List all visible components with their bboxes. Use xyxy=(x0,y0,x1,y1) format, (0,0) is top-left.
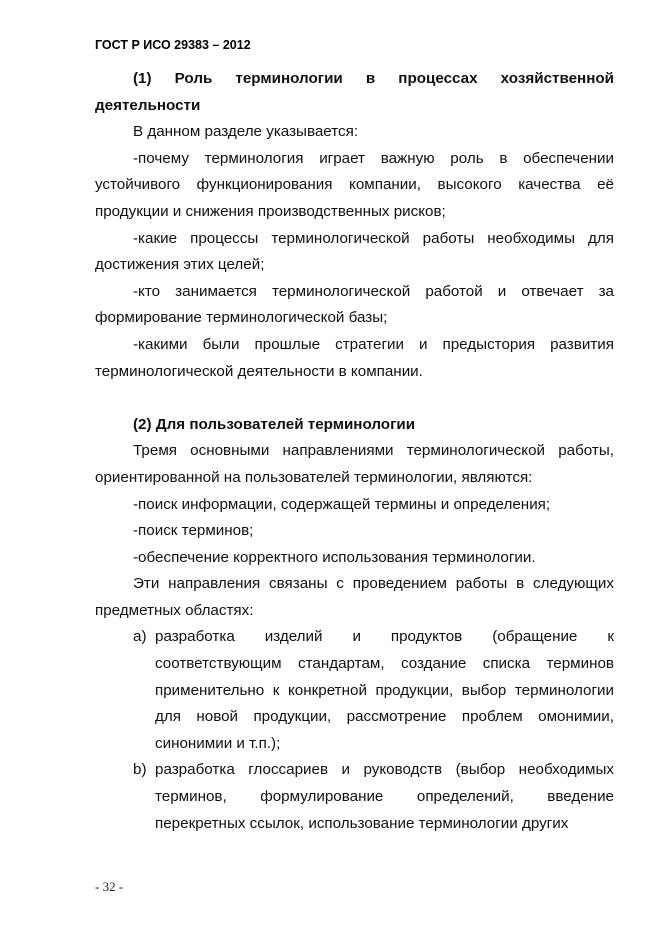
document-body xyxy=(95,66,614,837)
list-item-text: разработка изделий и продуктов (обращение к соответствующим стандартам, создание списка терминов применительно к конкретной продукции, выбор терминологии для новой продукции, рассмотрение проблем омонимии, синонимии и т.п.); xyxy=(155,628,614,752)
area-list-item xyxy=(133,624,614,757)
list-marker: a) xyxy=(133,628,147,646)
section-1-item: -почему терминология играет важную роль в обеспечении устойчивого функционирования компании, высокого качества её продукции и снижения производственных рисков; xyxy=(95,149,614,220)
section-2-item: -поиск терминов; xyxy=(133,522,254,540)
section-2-item: -поиск информации, содержащей термины и определения; xyxy=(133,495,551,513)
page-number: - 32 - xyxy=(95,879,124,894)
section-1-heading: (1) Роль терминологии в процессах хозяйственной деятельности xyxy=(95,70,614,114)
list-item-text: разработка глоссариев и руководств (выбор необходимых терминов, формулирование определений, введение перекретных ссылок, использование терминологии других xyxy=(155,761,614,832)
standard-header: ГОСТ Р ИСО 29383 – 2012 xyxy=(95,38,251,52)
section-2-heading: (2) Для пользователей терминологии xyxy=(133,415,416,433)
section-1-item: -кто занимается терминологической работой и отвечает за формирование терминологической базы; xyxy=(95,282,614,327)
section-2-item: -обеспечение корректного использования терминологии. xyxy=(133,548,536,566)
paragraph-gap xyxy=(95,385,614,412)
list-marker: b) xyxy=(133,761,147,779)
section-2-areas-intro: Эти направления связаны с проведением работы в следующих предметных областях: xyxy=(95,575,614,619)
section-1-item: -какие процессы терминологической работы необходимы для достижения этих целей; xyxy=(95,229,614,274)
section-2-intro: Тремя основными направлениями терминологической работы, ориентированной на пользователей терминологии, являются: xyxy=(95,442,614,486)
section-1-intro: В данном разделе указывается: xyxy=(133,123,359,141)
area-list-item xyxy=(133,757,614,837)
section-1-item: -какими были прошлые стратегии и предыстория развития терминологической деятельности в компании. xyxy=(95,335,614,380)
